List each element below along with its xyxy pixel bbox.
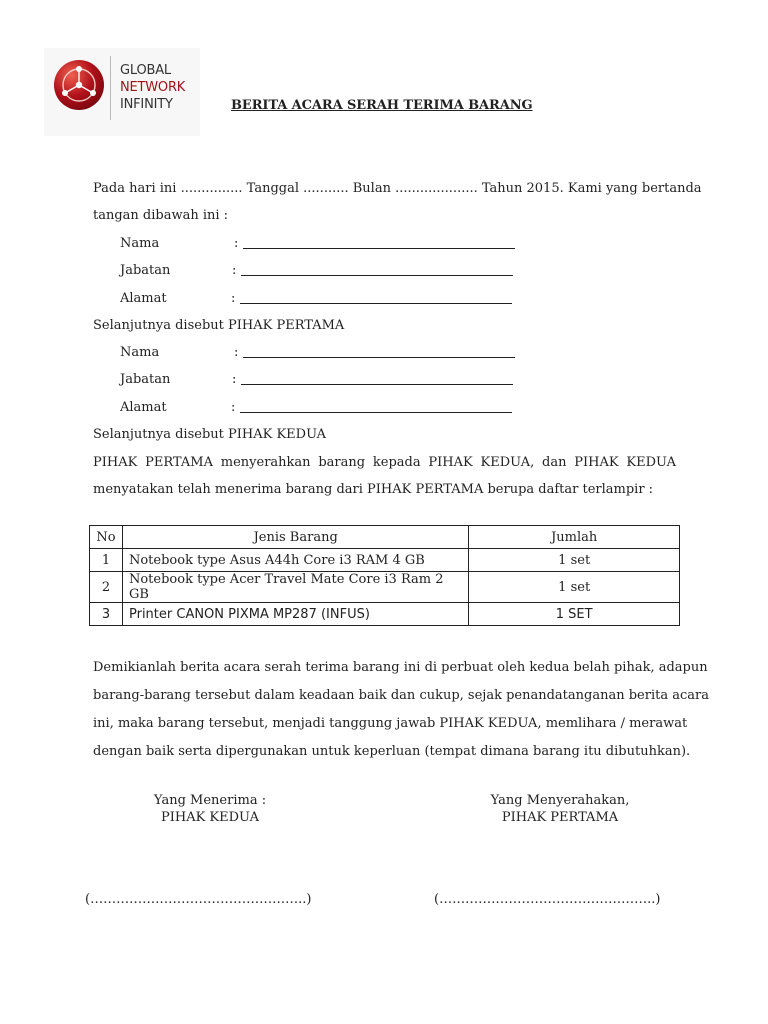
table-row bbox=[90, 603, 680, 626]
party1-position-blank bbox=[241, 275, 513, 276]
closing-line-2: barang-barang tersebut dalam keadaan baik dan cukup, sejak penandatanganan berita acara bbox=[93, 688, 709, 703]
logo-text-global: GLOBAL bbox=[120, 63, 171, 78]
row-qty: 1 SET bbox=[469, 603, 680, 626]
receiver-party: PIHAK KEDUA bbox=[160, 810, 260, 825]
header-qty: Jumlah bbox=[469, 526, 680, 549]
giver-party: PIHAK PERTAMA bbox=[501, 810, 619, 825]
party1-position-label: Jabatan bbox=[120, 263, 171, 278]
header-item: Jenis Barang bbox=[122, 526, 468, 549]
closing-line-1: Demikianlah berita acara serah terima barang ini di perbuat oleh kedua belah pihak, adapun bbox=[93, 660, 708, 675]
party2-name-colon: : bbox=[234, 345, 239, 360]
network-globe-icon bbox=[54, 60, 104, 110]
intro-line-2: tangan dibawah ini : bbox=[93, 208, 229, 223]
row-qty: 1 set bbox=[469, 572, 680, 603]
receiver-signature-line: (…………………………………………..) bbox=[85, 892, 312, 907]
party1-name-blank bbox=[243, 248, 515, 249]
party2-address-blank bbox=[240, 412, 512, 413]
party2-position-blank bbox=[241, 384, 513, 385]
table-header-row bbox=[90, 526, 680, 549]
closing-line-3: ini, maka barang tersebut, menjadi tanggung jawab PIHAK KEDUA, memlihara / merawat bbox=[93, 716, 688, 731]
logo-divider bbox=[110, 56, 111, 120]
giver-heading: Yang Menyerahakan, bbox=[490, 793, 630, 808]
row-item: Notebook type Acer Travel Mate Core i3 Ram 2 GB bbox=[122, 572, 468, 603]
document-title: BERITA ACARA SERAH TERIMA BARANG bbox=[231, 98, 533, 113]
party1-position-colon: : bbox=[232, 263, 237, 278]
party2-address-colon: : bbox=[231, 400, 236, 415]
handover-line-1: PIHAK PERTAMA menyerahkan barang kepada PIHAK KEDUA, dan PIHAK KEDUA bbox=[93, 455, 676, 470]
items-table bbox=[89, 525, 680, 626]
receiver-heading: Yang Menerima : bbox=[153, 793, 267, 808]
company-logo bbox=[44, 48, 200, 136]
party2-address-label: Alamat bbox=[120, 400, 167, 415]
header-no: No bbox=[90, 526, 123, 549]
row-item: Notebook type Asus A44h Core i3 RAM 4 GB bbox=[122, 549, 468, 572]
giver-signature-line: (…………………………………………..) bbox=[434, 892, 661, 907]
row-item: Printer CANON PIXMA MP287 (INFUS) bbox=[122, 603, 468, 626]
party1-caption: Selanjutnya disebut PIHAK PERTAMA bbox=[93, 318, 345, 333]
table-row bbox=[90, 572, 680, 603]
handover-line-2: menyatakan telah menerima barang dari PIHAK PERTAMA berupa daftar terlampir : bbox=[93, 482, 654, 497]
party2-name-blank bbox=[243, 357, 515, 358]
party2-name-label: Nama bbox=[120, 345, 160, 360]
closing-line-4: dengan baik serta dipergunakan untuk keperluan (tempat dimana barang itu dibutuhkan). bbox=[93, 744, 691, 759]
party1-address-colon: : bbox=[231, 291, 236, 306]
party2-caption: Selanjutnya disebut PIHAK KEDUA bbox=[93, 427, 327, 442]
party1-name-label: Nama bbox=[120, 236, 160, 251]
row-no: 1 bbox=[90, 549, 123, 572]
logo-text-network: NETWORK bbox=[120, 80, 186, 95]
party1-name-colon: : bbox=[234, 236, 239, 251]
logo-text-infinity: INFINITY bbox=[120, 97, 173, 112]
party1-address-label: Alamat bbox=[120, 291, 167, 306]
party2-position-colon: : bbox=[232, 372, 237, 387]
party2-position-label: Jabatan bbox=[120, 372, 171, 387]
party1-address-blank bbox=[240, 303, 512, 304]
row-no: 3 bbox=[90, 603, 123, 626]
row-qty: 1 set bbox=[469, 549, 680, 572]
table-row bbox=[90, 549, 680, 572]
row-no: 2 bbox=[90, 572, 123, 603]
intro-line-1: Pada hari ini ............... Tanggal ........... Bulan .................... Tahun 2015. Kami yang bertanda bbox=[93, 181, 702, 196]
